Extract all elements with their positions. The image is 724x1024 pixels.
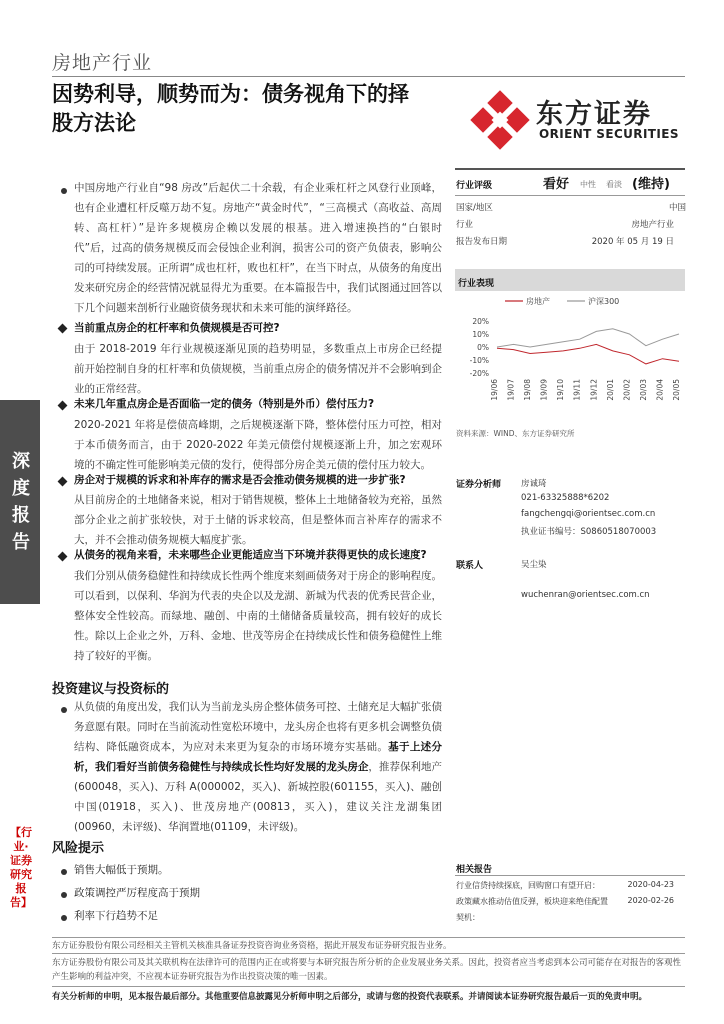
question-1: 当前重点房企的杠杆率和负债规模是否可控? xyxy=(74,322,280,334)
info-key-date: 报告发布日期 xyxy=(456,237,508,247)
investment-text-tail: ，推荐保利地产(600048，买入)、万科 A(000002，买入)、新城控股(601155，买入)、融创中国(01918，买入)、世茂房地产(00813，买入)，建议关注龙湖集团(00960，未评级)、华润置地(01109，未评级)。 xyxy=(74,761,443,833)
related-item-1-date: 2020-04-23 xyxy=(627,880,674,889)
report-category-vertical: 【行业·证券研究报告】 xyxy=(10,826,32,909)
answer-2: 2020-2021 年将是偿债高峰期，之后规模逐渐下降，整体偿付压力可控，相对于本币债务而言，由于 2020-2022 年美元债偿付规模逐渐上升，加之宏观环境的不确定性可能影响美元债的发行，使得部分房企美元债的偿付压力较大。 xyxy=(74,419,442,471)
contact-name: 吴尘染 xyxy=(521,560,547,570)
related-item-2-title[interactable]: 政策藏水推动估值反弹，板块迎来绝佳配置 xyxy=(456,897,608,906)
footer-disclaimer-1: 东方证券股份有限公司经相关主管机关核准具备证券投资咨询业务资格，据此开展发布证券研究报告业务。 xyxy=(52,941,452,951)
x-tick-label: 19/10 xyxy=(556,379,566,401)
series-line-hs300 xyxy=(497,329,679,347)
question-marker xyxy=(58,477,68,487)
bullet-dot xyxy=(61,869,67,875)
x-tick-label: 20/05 xyxy=(672,379,681,401)
series-line-realestate xyxy=(497,344,679,364)
x-tick-label: 19/09 xyxy=(539,379,549,401)
risk-title: 风险提示 xyxy=(52,841,105,856)
question-3: 房企对于规模的诉求和补库存的需求是否会推动债务规模的进一步扩张? xyxy=(74,474,406,486)
analyst-name: 房诚琦 xyxy=(521,479,547,489)
chart-legend xyxy=(505,296,619,306)
logo-cn-text: 东方证券 xyxy=(536,99,652,130)
report-type-tab xyxy=(0,400,40,604)
rating-option-negative: 看淡 xyxy=(606,180,622,189)
investment-text-bold: 基于上述分析，我们看好当前债务稳健性与持续成长性均好发展的龙头房企 xyxy=(74,741,443,773)
info-key-industry: 行业 xyxy=(456,220,474,230)
summary-intro: 中国房地产行业自“98 房改”后起伏二十余载，有企业乘杠杆之风登行业顶峰，也有企业遭杠杆反噬万劫不复。房地产“黄金时代”，“三高模式（高收益、高周转、高杠杆）”是许多规模房企赖以发展的根基。进入增速换挡的“白银时代”后，过高的债务规模反而会侵蚀企业利润，损害公司的资产负债表，影响公司的可持续发展。正所谓“成也杠杆，败也杠杆”，在当下时点，从债务的角度出发来研究房企的经营情况就显得尤为重要。在本篇报告中，我们试图通过回答以下几个问题来剖析行业融资债务现状和未来可能的演绎路径。 xyxy=(74,182,442,314)
legend-label-realestate: 房地产 xyxy=(526,297,550,306)
rating-divider xyxy=(455,195,685,196)
rating-label: 行业评级 xyxy=(456,181,493,191)
question-marker xyxy=(58,552,68,562)
chart-source: 资料来源：WIND、东方证券研究所 xyxy=(456,429,575,438)
x-tick-label: 19/11 xyxy=(572,379,582,401)
x-tick-label: 20/03 xyxy=(638,379,648,401)
info-val-date: 2020 年 05 月 19 日 xyxy=(591,237,674,247)
bullet-dot xyxy=(61,707,67,713)
contact-email[interactable]: wuchenran@orientsec.com.cn xyxy=(521,590,650,600)
investment-text-normal: 从负债的角度出发，我们认为当前龙头房企整体债务可控、土储充足大幅扩张债务意愿有限。同时在当前流动性宽松环境中，龙头房企也将有更多机会调整负债结构、降低融资成本，为应对未来更为复杂的市场环境夯实基础。 xyxy=(74,701,442,753)
contact-label: 联系人 xyxy=(456,561,484,571)
question-4: 从债务的视角来看，未来哪些企业更能适应当下环境并获得更快的成长速度? xyxy=(74,549,427,561)
x-tick-label: 19/08 xyxy=(523,379,533,401)
related-label: 相关报告 xyxy=(456,865,493,875)
risk-item-3: 利率下行趋势不足 xyxy=(74,910,158,922)
y-tick-label: 0% xyxy=(477,343,489,352)
answer-4: 我们分别从债务稳健性和持续成长性两个维度来刻画债务对于房企的影响程度。 可以看到，以保利、华润为代表的央企以及龙湖、新城为代表的优秀民营企业，整体安全性较高。而绿地、融创、中南的土储储备质量较高，拥有较好的成长性。除以上企业之外，万科、金地、世茂等房企在持续成长性和债务稳健性上维持了较好的平衡。 xyxy=(74,570,442,662)
y-tick-label: 10% xyxy=(472,330,489,339)
risk-item-2: 政策调控严厉程度高于预期 xyxy=(74,887,200,899)
footer-disclaimer-2: 东方证券股份有限公司及其关联机构在法律许可的范围内正在或将要与本研究报告所分析的企业发展业务关系。因此，投资者应当考虑到本公司可能存在对报告的客观性产生影响的利益冲突，不应视本证券研究报告为作出投资决策的唯一因素。 xyxy=(52,958,682,982)
report-title-line2: 股方法论 xyxy=(52,111,136,135)
x-tick-label: 20/02 xyxy=(622,379,632,401)
analyst-label: 证券分析师 xyxy=(456,480,502,490)
report-title-line1: 因势利导，顺势而为：债务视角下的择 xyxy=(52,82,409,106)
related-item-2-cont: 契机： xyxy=(456,913,480,922)
report-type-label: 深度报告 xyxy=(12,451,30,553)
report-title xyxy=(52,80,452,138)
footer-disclaimer-3: 有关分析师的申明，见本报告最后部分。其他重要信息披露见分析师申明之后部分，或请与您的投资代表联系。并请阅读本证券研究报告最后一页的免责申明。 xyxy=(52,992,648,1002)
rating-top-rule xyxy=(455,168,685,170)
bullet-dot xyxy=(61,188,67,194)
question-2: 未来几年重点房企是否面临一定的债务（特别是外币）偿付压力? xyxy=(74,398,375,410)
industry-performance-chart xyxy=(455,293,685,423)
footer-divider xyxy=(52,986,685,987)
orient-logo-icon xyxy=(470,90,530,150)
answer-3: 从目前房企的土地储备来说，相对于销售规模，整体上土地储备较为充裕，虽然部分企业之前扩张较快，对于土储的诉求较高，但是整体而言补库存的需求不大，并不会推动债务规模大幅度扩张。 xyxy=(74,494,442,546)
related-item-1-title[interactable]: 行业信贷持续探底，回购窗口有望开启： xyxy=(456,881,600,890)
rating-main: 看好 xyxy=(543,177,570,192)
rating-option-neutral: 中性 xyxy=(580,180,596,189)
question-marker xyxy=(58,401,68,411)
info-val-industry: 房地产行业 xyxy=(631,220,674,230)
info-val-region: 中国 xyxy=(668,203,686,213)
info-key-region: 国家/地区 xyxy=(456,203,493,213)
risk-item-1: 销售大幅低于预期。 xyxy=(74,864,169,876)
x-tick-label: 19/07 xyxy=(506,379,516,401)
x-tick-label: 19/06 xyxy=(490,379,499,401)
chart-title: 行业表现 xyxy=(458,279,495,289)
sector-label: 房地产行业 xyxy=(52,52,153,74)
bullet-dot xyxy=(61,915,67,921)
bullet-dot xyxy=(61,892,67,898)
y-tick-label: 20% xyxy=(472,317,489,326)
rating-status: (维持) xyxy=(632,177,670,192)
header-divider xyxy=(52,76,685,77)
analyst-phone: 021-63325888*6202 xyxy=(521,493,610,503)
investment-text xyxy=(74,697,442,837)
legend-label-hs300: 沪深300 xyxy=(588,297,620,306)
answer-1: 由于 2018-2019 年行业规模逐渐见顶的趋势明显，多数重点上市房企已经提前开始控制自身的杠杆率和负债规模，当前重点房企的债务情况并不会影响到企业的正常经营。 xyxy=(74,343,442,395)
question-marker xyxy=(58,324,68,334)
footer-divider xyxy=(52,953,685,954)
analyst-email[interactable]: fangchengqi@orientsec.com.cn xyxy=(521,509,656,519)
y-tick-label: -10% xyxy=(469,356,489,365)
x-tick-label: 20/01 xyxy=(605,379,615,401)
related-divider xyxy=(455,875,685,876)
analyst-cert: 执业证书编号：S0860518070003 xyxy=(521,527,657,537)
footer-divider xyxy=(52,937,685,938)
investment-title: 投资建议与投资标的 xyxy=(52,682,170,697)
y-tick-label: -20% xyxy=(469,369,489,378)
logo-en-text: ORIENT SECURITIES xyxy=(539,127,679,141)
x-tick-label: 20/04 xyxy=(655,379,665,401)
x-tick-label: 19/12 xyxy=(589,379,599,401)
related-item-2-date: 2020-02-26 xyxy=(627,896,674,905)
